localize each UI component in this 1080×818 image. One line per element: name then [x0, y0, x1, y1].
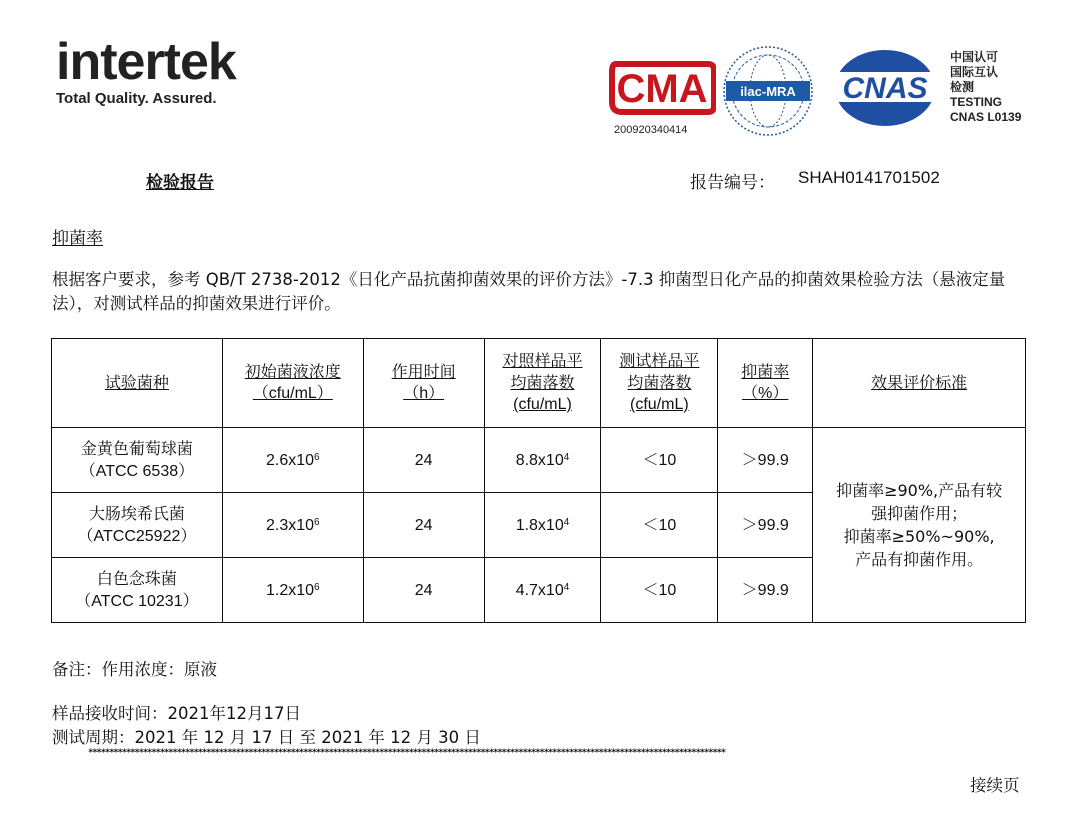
header-test-count: 测试样品平 均菌落数 (cfu/mL)	[601, 339, 718, 428]
cell-inhibition-rate: ＞99.9	[718, 493, 813, 558]
cell-inhibition-rate: ＞99.9	[718, 428, 813, 493]
continued-page-label: 接续页	[970, 776, 1020, 795]
cnas-logo-text: CNAS	[842, 72, 928, 105]
table-row	[52, 428, 1026, 493]
header-strain: 试验菌种	[52, 339, 223, 428]
cell-test-count: ＜10	[601, 428, 718, 493]
test-period: 测试周期：2021 年 12 月 17 日 至 2021 年 12 月 30 日	[52, 728, 481, 747]
cell-test-count: ＜10	[601, 558, 718, 623]
cnas-mark-icon	[830, 48, 940, 130]
cell-initial-concentration: $2.3x10^6$	[222, 493, 363, 558]
header-criteria: 效果评价标准	[813, 339, 1026, 428]
cell-strain: 白色念珠菌 （ATCC 10231）	[52, 558, 223, 623]
report-number: SHAH0141701502	[798, 168, 940, 187]
divider-stars: *******************************************************************************************************************************************************	[88, 748, 725, 758]
header-action-time: 作用时间 （h）	[363, 339, 484, 428]
intertek-logo-text: intertek	[56, 33, 236, 91]
section-title: 抑菌率	[52, 229, 103, 249]
remark: 备注：作用浓度：原液	[52, 660, 217, 679]
cell-action-time: 24	[363, 493, 484, 558]
cell-control-count: $4.7x10^4$	[484, 558, 601, 623]
report-title: 检验报告	[146, 173, 214, 193]
results-table	[51, 338, 1026, 623]
cnas-line: 中国认可	[950, 50, 999, 64]
cell-initial-concentration: $2.6x10^6$	[222, 428, 363, 493]
cma-logo-text: CMA	[616, 67, 708, 111]
sample-received-date: 样品接收时间：2021年12月17日	[52, 704, 301, 723]
cell-control-count: $1.8x10^4$	[484, 493, 601, 558]
cnas-line: 国际互认	[950, 65, 999, 79]
table-header-row	[52, 339, 1026, 428]
cnas-line: TESTING	[950, 95, 1003, 109]
cma-logo	[608, 58, 716, 140]
cnas-line: CNAS L0139	[950, 110, 1022, 124]
cnas-side-text	[950, 50, 1021, 125]
header-initial-concentration: 初始菌液浓度 （cfu/mL）	[222, 339, 363, 428]
cell-inhibition-rate: ＞99.9	[718, 558, 813, 623]
header-control-count: 对照样品平 均菌落数 (cfu/mL)	[484, 339, 601, 428]
cnas-logo	[830, 48, 940, 130]
ilac-logo-text: ilac-MRA	[740, 84, 796, 99]
intro-paragraph: 根据客户要求，参考 QB/T 2738-2012《日化产品抗菌抑菌效果的评价方法》-7.3 抑菌型日化产品的抑菌效果检验方法（悬液定量法），对测试样品的抑菌效果进行评价。	[52, 270, 1006, 313]
header-inhibition-rate: 抑菌率 （%）	[718, 339, 813, 428]
cell-criteria: 抑菌率≥90%,产品有较 强抑菌作用； 抑菌率≥50%~90%, 产品有抑菌作用。	[813, 428, 1026, 623]
ilac-mra-logo	[722, 45, 814, 137]
ilac-globe-icon	[722, 45, 814, 137]
cell-initial-concentration: $1.2x10^6$	[222, 558, 363, 623]
cma-number: 200920340414	[614, 124, 688, 136]
intertek-tagline: Total Quality. Assured.	[56, 90, 217, 107]
cell-test-count: ＜10	[601, 493, 718, 558]
cell-action-time: 24	[363, 558, 484, 623]
cell-control-count: $8.8x10^4$	[484, 428, 601, 493]
intertek-logo	[56, 34, 276, 114]
cell-action-time: 24	[363, 428, 484, 493]
cnas-line: 检测	[950, 80, 975, 94]
cell-strain: 金黄色葡萄球菌 （ATCC 6538）	[52, 428, 223, 493]
cma-mark-icon	[608, 58, 716, 122]
report-number-label: 报告编号：	[690, 173, 775, 193]
cell-strain: 大肠埃希氏菌 （ATCC25922）	[52, 493, 223, 558]
